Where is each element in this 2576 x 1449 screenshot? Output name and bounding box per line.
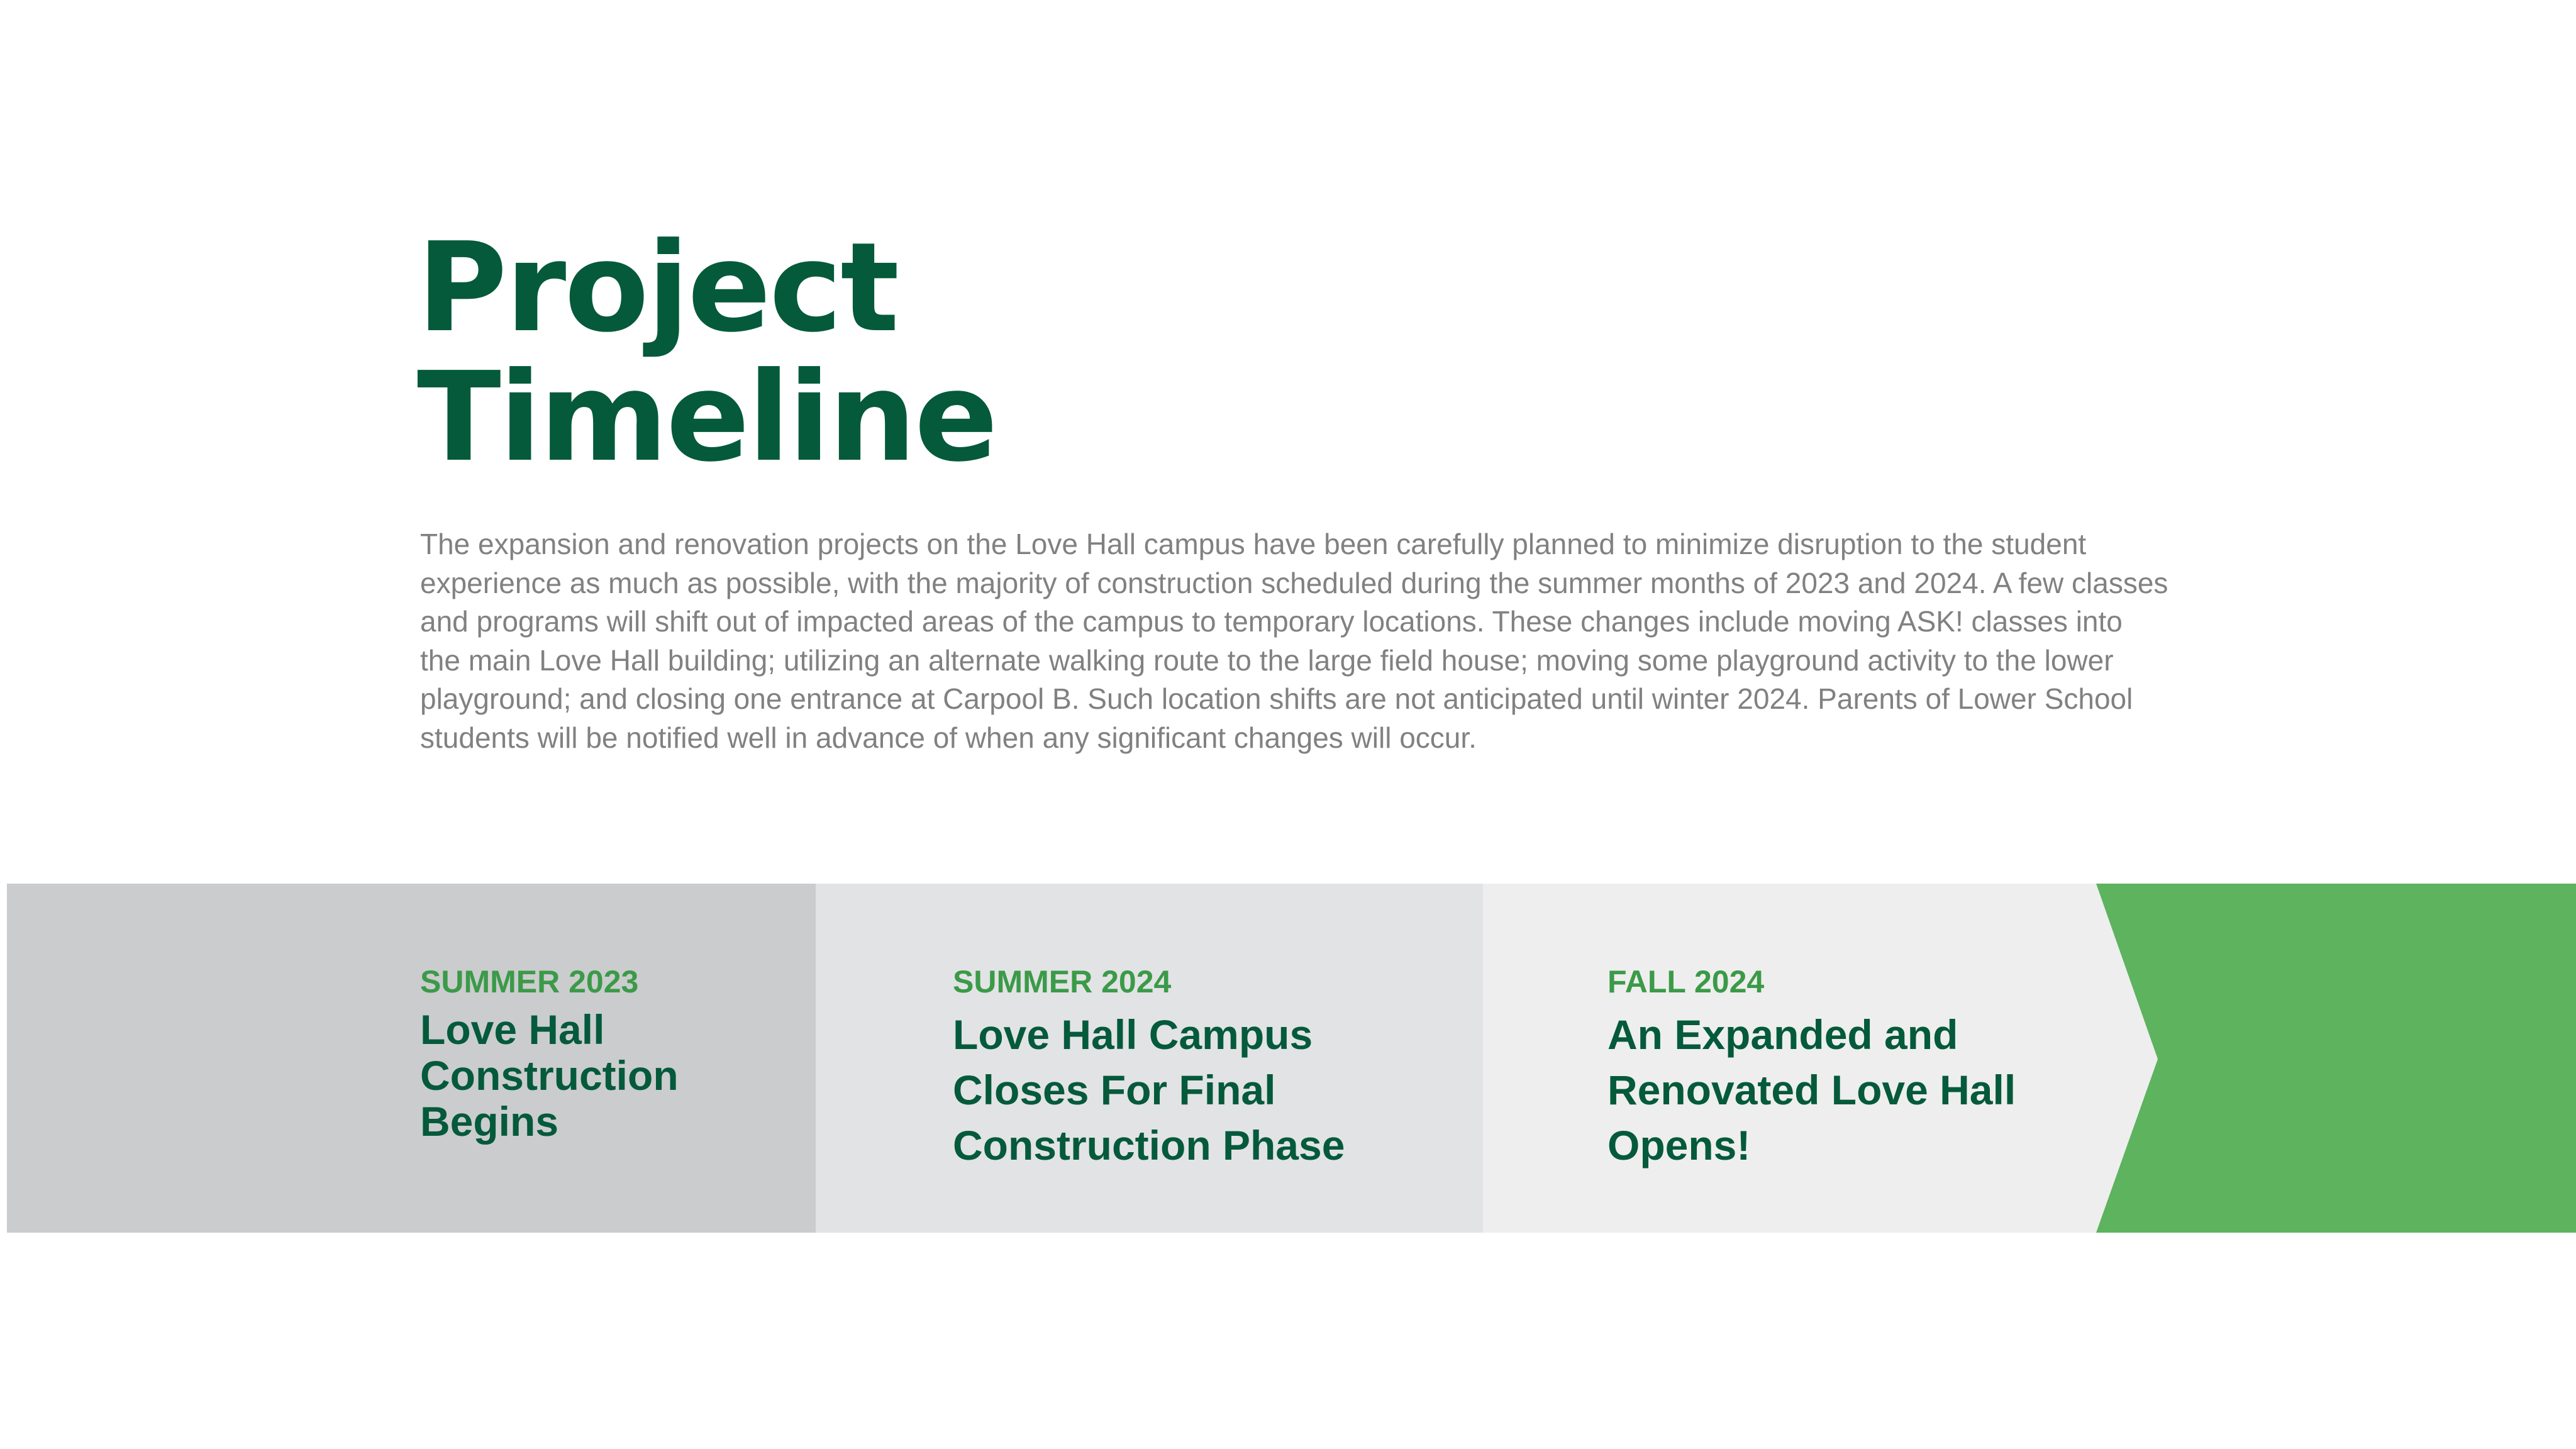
- milestone-title: [1607, 1007, 2111, 1173]
- intro-paragraph: The expansion and renovation projects on the Love Hall campus have been carefully planned to minimize disruption to the student experience as much as possible, with the majority of construction scheduled during the summer months of 2023 and 2024. A few classes and programs will shift out of impacted areas of the campus to temporary locations. These changes include moving ASK! classes into the main Love Hall building; utilizing an alternate walking route to the large field house; moving some playground activity to the lower playground; and closing one entrance at Carpool B. Such location shifts are not anticipated until winter 2024. Parents of Lower School students will be notified well in advance of when any significant changes will occur.: [420, 528, 2168, 754]
- timeline-arrow-icon: [2096, 884, 2576, 1233]
- milestone-date: SUMMER 2023: [420, 964, 639, 999]
- milestone-title-line: Construction: [420, 1052, 679, 1099]
- milestone-title-line: An Expanded and: [1607, 1011, 1958, 1058]
- timeline-band: [7, 884, 2576, 1233]
- page-title: [417, 216, 996, 489]
- page-title-line: Timeline: [417, 346, 996, 489]
- milestone-title: [953, 1007, 1456, 1173]
- milestone-title-line: Begins: [420, 1098, 559, 1145]
- milestone-title: [420, 1007, 797, 1145]
- milestone-title-line: Love Hall: [420, 1006, 605, 1053]
- milestone-title-line: Closes For Final: [953, 1067, 1276, 1113]
- milestone-title-line: Construction Phase: [953, 1122, 1345, 1169]
- page-title-line: Project: [417, 216, 897, 360]
- milestone-date: FALL 2024: [1607, 964, 1765, 999]
- milestone-summer-2024: [953, 962, 1456, 1173]
- milestone-title-line: Love Hall Campus: [953, 1011, 1313, 1058]
- milestone-title-line: Opens!: [1607, 1122, 1751, 1169]
- milestone-date: SUMMER 2024: [953, 964, 1172, 999]
- milestone-fall-2024: [1607, 962, 2111, 1173]
- milestone-summer-2023: [420, 962, 797, 1145]
- milestone-title-line: Renovated Love Hall: [1607, 1067, 2016, 1113]
